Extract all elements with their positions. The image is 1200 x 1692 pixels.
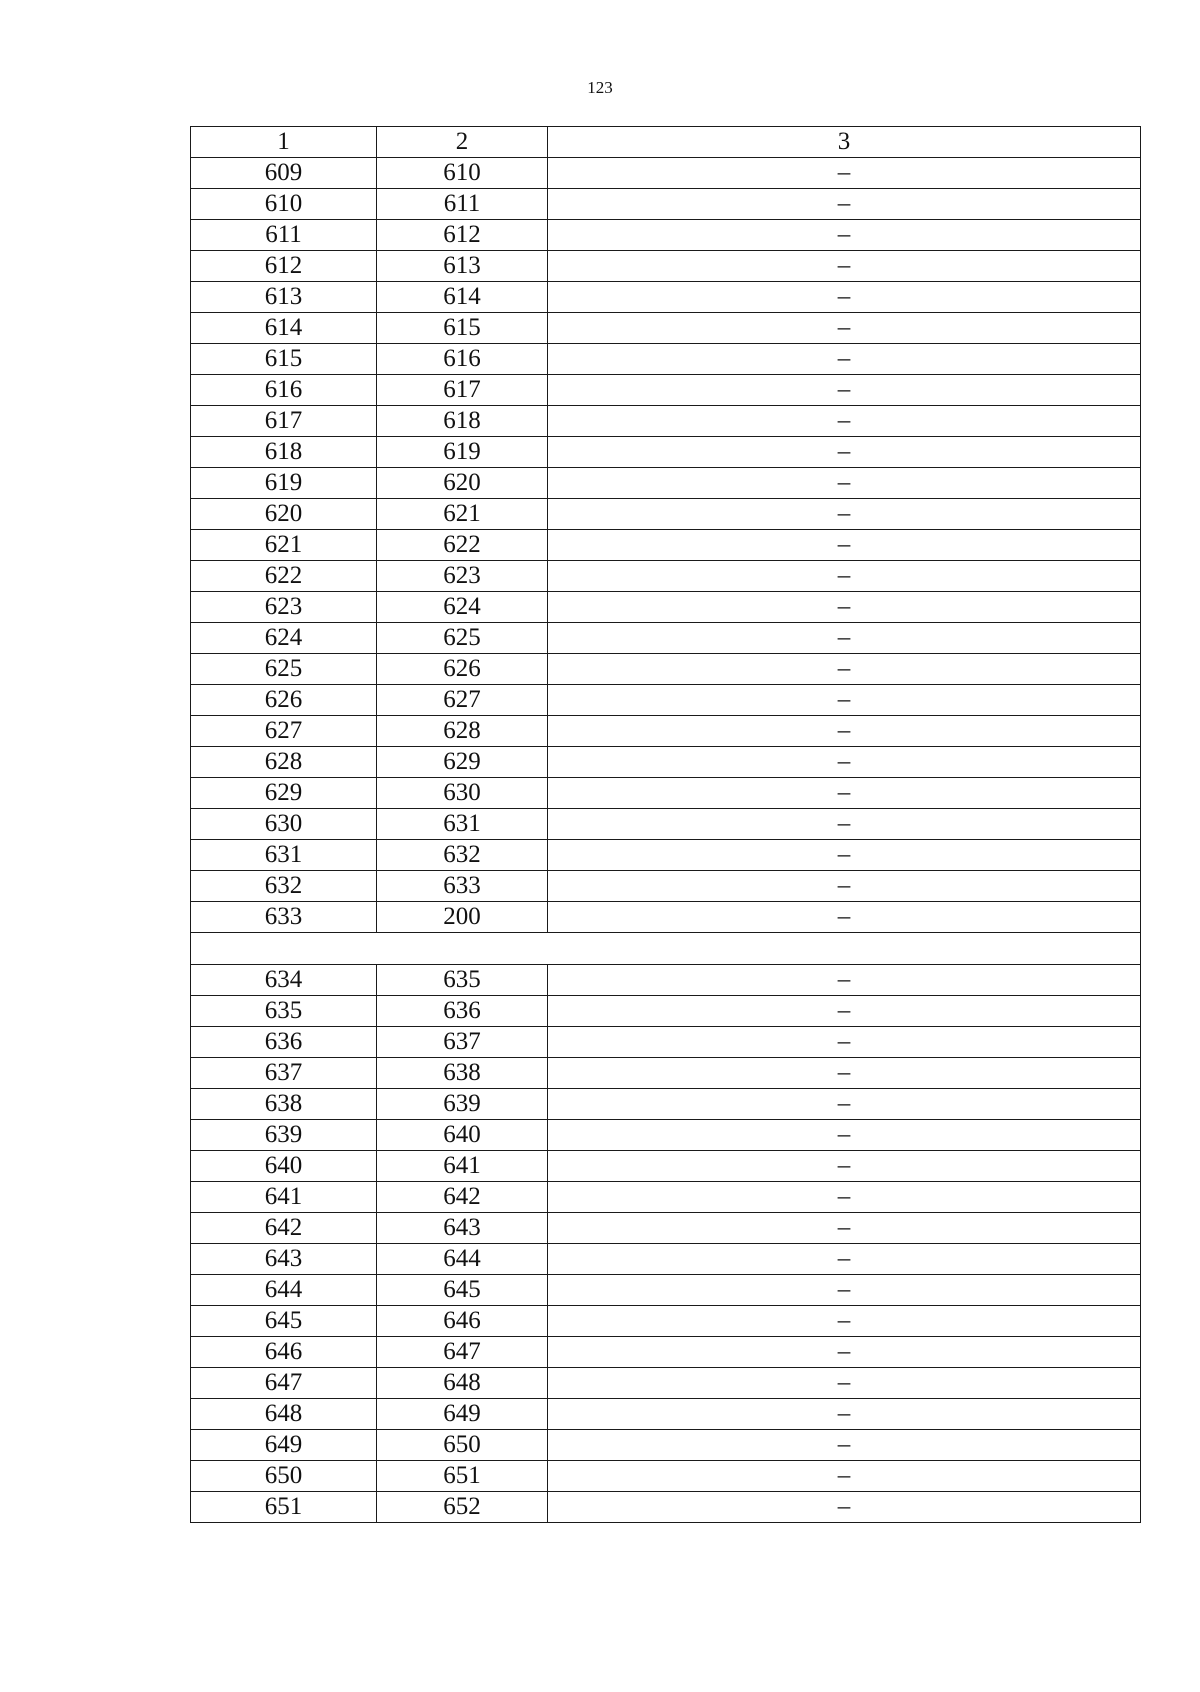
table-cell-col3: – [548, 282, 1141, 313]
table-cell-col1: 628 [191, 747, 377, 778]
table-cell-col2: 626 [377, 654, 548, 685]
table-row [191, 406, 1141, 437]
table-cell-col3: – [548, 592, 1141, 623]
table-row [191, 1089, 1141, 1120]
table-cell-col3: – [548, 1368, 1141, 1399]
table-row [191, 1058, 1141, 1089]
table-row [191, 468, 1141, 499]
table-row [191, 189, 1141, 220]
table-cell-col3: – [548, 623, 1141, 654]
table-cell-col3: – [548, 437, 1141, 468]
table-cell-col2: 650 [377, 1430, 548, 1461]
column-header-3: 3 [548, 127, 1141, 158]
table-cell-col2: 614 [377, 282, 548, 313]
table-cell-col2: 649 [377, 1399, 548, 1430]
table-row [191, 1120, 1141, 1151]
table-row [191, 1244, 1141, 1275]
table-cell-col1: 612 [191, 251, 377, 282]
table-cell-col3: – [548, 1492, 1141, 1523]
table-cell-col2: 635 [377, 965, 548, 996]
table-cell-col1: 618 [191, 437, 377, 468]
table-cell-col1: 620 [191, 499, 377, 530]
table-cell-col3: – [548, 902, 1141, 933]
table-cell-col3: – [548, 1461, 1141, 1492]
table-cell-col1: 647 [191, 1368, 377, 1399]
table-cell-col3: – [548, 406, 1141, 437]
table-cell-col3: – [548, 1399, 1141, 1430]
table-row [191, 1492, 1141, 1523]
table-cell-col2: 615 [377, 313, 548, 344]
table-cell-col1: 641 [191, 1182, 377, 1213]
table-cell-col1: 630 [191, 809, 377, 840]
table-cell-col2: 610 [377, 158, 548, 189]
table-cell-col2: 623 [377, 561, 548, 592]
table-cell-col1: 621 [191, 530, 377, 561]
table-cell-col2: 621 [377, 499, 548, 530]
table-cell-col1: 648 [191, 1399, 377, 1430]
table-cell-col3: – [548, 189, 1141, 220]
table-cell-col3: – [548, 344, 1141, 375]
table-cell-col3: – [548, 1430, 1141, 1461]
table-row [191, 437, 1141, 468]
table-cell-col1: 624 [191, 623, 377, 654]
table-row [191, 747, 1141, 778]
table-cell-col1: 644 [191, 1275, 377, 1306]
table-cell-col2: 628 [377, 716, 548, 747]
table-cell-col2: 642 [377, 1182, 548, 1213]
table-cell-col2: 616 [377, 344, 548, 375]
table-cell-col2: 620 [377, 468, 548, 499]
table-row [191, 1027, 1141, 1058]
table-row [191, 344, 1141, 375]
table-row [191, 1306, 1141, 1337]
table-cell-col1: 611 [191, 220, 377, 251]
table-cell-col1: 651 [191, 1492, 377, 1523]
table-cell-col1: 649 [191, 1430, 377, 1461]
data-table [190, 126, 1141, 1523]
table-cell-col3: – [548, 716, 1141, 747]
table-cell-col3: – [548, 1244, 1141, 1275]
table-cell-col2: 644 [377, 1244, 548, 1275]
table-cell-col1: 645 [191, 1306, 377, 1337]
table-row [191, 965, 1141, 996]
table-cell-col3: – [548, 871, 1141, 902]
table-cell-col3: – [548, 1213, 1141, 1244]
table-cell-col1: 614 [191, 313, 377, 344]
table-cell-col2: 624 [377, 592, 548, 623]
table-cell-col3: – [548, 251, 1141, 282]
table-cell-col1: 650 [191, 1461, 377, 1492]
table-cell-col1: 629 [191, 778, 377, 809]
table-cell-col3: – [548, 747, 1141, 778]
table-cell-col1: 619 [191, 468, 377, 499]
table-cell-col2: 617 [377, 375, 548, 406]
table-cell-col2: 651 [377, 1461, 548, 1492]
table-cell-col2: 641 [377, 1151, 548, 1182]
table-cell-col2: 632 [377, 840, 548, 871]
column-header-2: 2 [377, 127, 548, 158]
table-row [191, 685, 1141, 716]
table-cell-col2: 611 [377, 189, 548, 220]
table-body [191, 127, 1141, 1523]
table-cell-col1: 633 [191, 902, 377, 933]
table-cell-col2: 639 [377, 1089, 548, 1120]
table-cell-col3: – [548, 1027, 1141, 1058]
table-cell-col3: – [548, 561, 1141, 592]
table-cell-col1: 616 [191, 375, 377, 406]
table-row [191, 1275, 1141, 1306]
table-cell-col1: 638 [191, 1089, 377, 1120]
table-cell-col3: – [548, 468, 1141, 499]
table-row [191, 871, 1141, 902]
table-cell-col1: 636 [191, 1027, 377, 1058]
table-cell-col3: – [548, 1120, 1141, 1151]
table-row [191, 313, 1141, 344]
table-cell-col3: – [548, 530, 1141, 561]
table-cell-col2: 622 [377, 530, 548, 561]
column-header-1: 1 [191, 127, 377, 158]
table-cell-col2: 640 [377, 1120, 548, 1151]
table-row [191, 840, 1141, 871]
table-row [191, 1151, 1141, 1182]
table-cell-col2: 637 [377, 1027, 548, 1058]
table-row [191, 592, 1141, 623]
table-row [191, 809, 1141, 840]
table-cell-col2: 648 [377, 1368, 548, 1399]
table-row [191, 1430, 1141, 1461]
table-cell-col1: 634 [191, 965, 377, 996]
table-cell-col1: 610 [191, 189, 377, 220]
table-cell-col3: – [548, 685, 1141, 716]
section-separator-cell [191, 933, 1141, 965]
table-cell-col1: 637 [191, 1058, 377, 1089]
table-cell-col1: 643 [191, 1244, 377, 1275]
table-cell-col1: 615 [191, 344, 377, 375]
table-cell-col2: 633 [377, 871, 548, 902]
table-cell-col2: 638 [377, 1058, 548, 1089]
table-cell-col3: – [548, 996, 1141, 1027]
table-cell-col2: 636 [377, 996, 548, 1027]
table-cell-col2: 630 [377, 778, 548, 809]
table-header-row [191, 127, 1141, 158]
table-row [191, 561, 1141, 592]
table-cell-col1: 640 [191, 1151, 377, 1182]
table-cell-col2: 625 [377, 623, 548, 654]
table-cell-col2: 627 [377, 685, 548, 716]
table-row [191, 1182, 1141, 1213]
table-cell-col2: 646 [377, 1306, 548, 1337]
table-row [191, 1368, 1141, 1399]
table-row [191, 1213, 1141, 1244]
table-cell-col3: – [548, 499, 1141, 530]
table-cell-col3: – [548, 1275, 1141, 1306]
table-cell-col2: 643 [377, 1213, 548, 1244]
table-cell-col1: 646 [191, 1337, 377, 1368]
table-cell-col3: – [548, 654, 1141, 685]
table-cell-col2: 652 [377, 1492, 548, 1523]
table-cell-col1: 627 [191, 716, 377, 747]
table-cell-col1: 642 [191, 1213, 377, 1244]
table-row [191, 778, 1141, 809]
table-row [191, 1399, 1141, 1430]
table-cell-col3: – [548, 1337, 1141, 1368]
table-cell-col3: – [548, 778, 1141, 809]
table-row [191, 530, 1141, 561]
table-row [191, 158, 1141, 189]
table-cell-col3: – [548, 1089, 1141, 1120]
table-row [191, 282, 1141, 313]
table-cell-col3: – [548, 809, 1141, 840]
table-row [191, 251, 1141, 282]
table-row [191, 623, 1141, 654]
table-cell-col3: – [548, 220, 1141, 251]
section-separator-row [191, 933, 1141, 965]
table-cell-col3: – [548, 1058, 1141, 1089]
table-row [191, 902, 1141, 933]
table-cell-col3: – [548, 1182, 1141, 1213]
table-cell-col3: – [548, 375, 1141, 406]
table-row [191, 1337, 1141, 1368]
table-row [191, 654, 1141, 685]
table-cell-col2: 645 [377, 1275, 548, 1306]
page-number: 123 [587, 78, 613, 97]
table-cell-col2: 619 [377, 437, 548, 468]
table-cell-col2: 618 [377, 406, 548, 437]
table-cell-col1: 632 [191, 871, 377, 902]
table-cell-col2: 200 [377, 902, 548, 933]
table-cell-col1: 613 [191, 282, 377, 313]
table-cell-col3: – [548, 1306, 1141, 1337]
table-cell-col1: 625 [191, 654, 377, 685]
table-row [191, 1461, 1141, 1492]
table-cell-col1: 631 [191, 840, 377, 871]
table-cell-col3: – [548, 1151, 1141, 1182]
table-cell-col1: 609 [191, 158, 377, 189]
table-cell-col3: – [548, 965, 1141, 996]
table-cell-col2: 612 [377, 220, 548, 251]
table-cell-col1: 626 [191, 685, 377, 716]
table-row [191, 499, 1141, 530]
table-cell-col1: 622 [191, 561, 377, 592]
table-row [191, 375, 1141, 406]
table-cell-col3: – [548, 313, 1141, 344]
table-cell-col1: 617 [191, 406, 377, 437]
table-row [191, 996, 1141, 1027]
table-cell-col1: 639 [191, 1120, 377, 1151]
table-row [191, 716, 1141, 747]
table-cell-col3: – [548, 840, 1141, 871]
table-cell-col3: – [548, 158, 1141, 189]
table-cell-col1: 635 [191, 996, 377, 1027]
table-cell-col2: 647 [377, 1337, 548, 1368]
table-cell-col1: 623 [191, 592, 377, 623]
table-cell-col2: 613 [377, 251, 548, 282]
table-row [191, 220, 1141, 251]
table-cell-col2: 631 [377, 809, 548, 840]
table-cell-col2: 629 [377, 747, 548, 778]
